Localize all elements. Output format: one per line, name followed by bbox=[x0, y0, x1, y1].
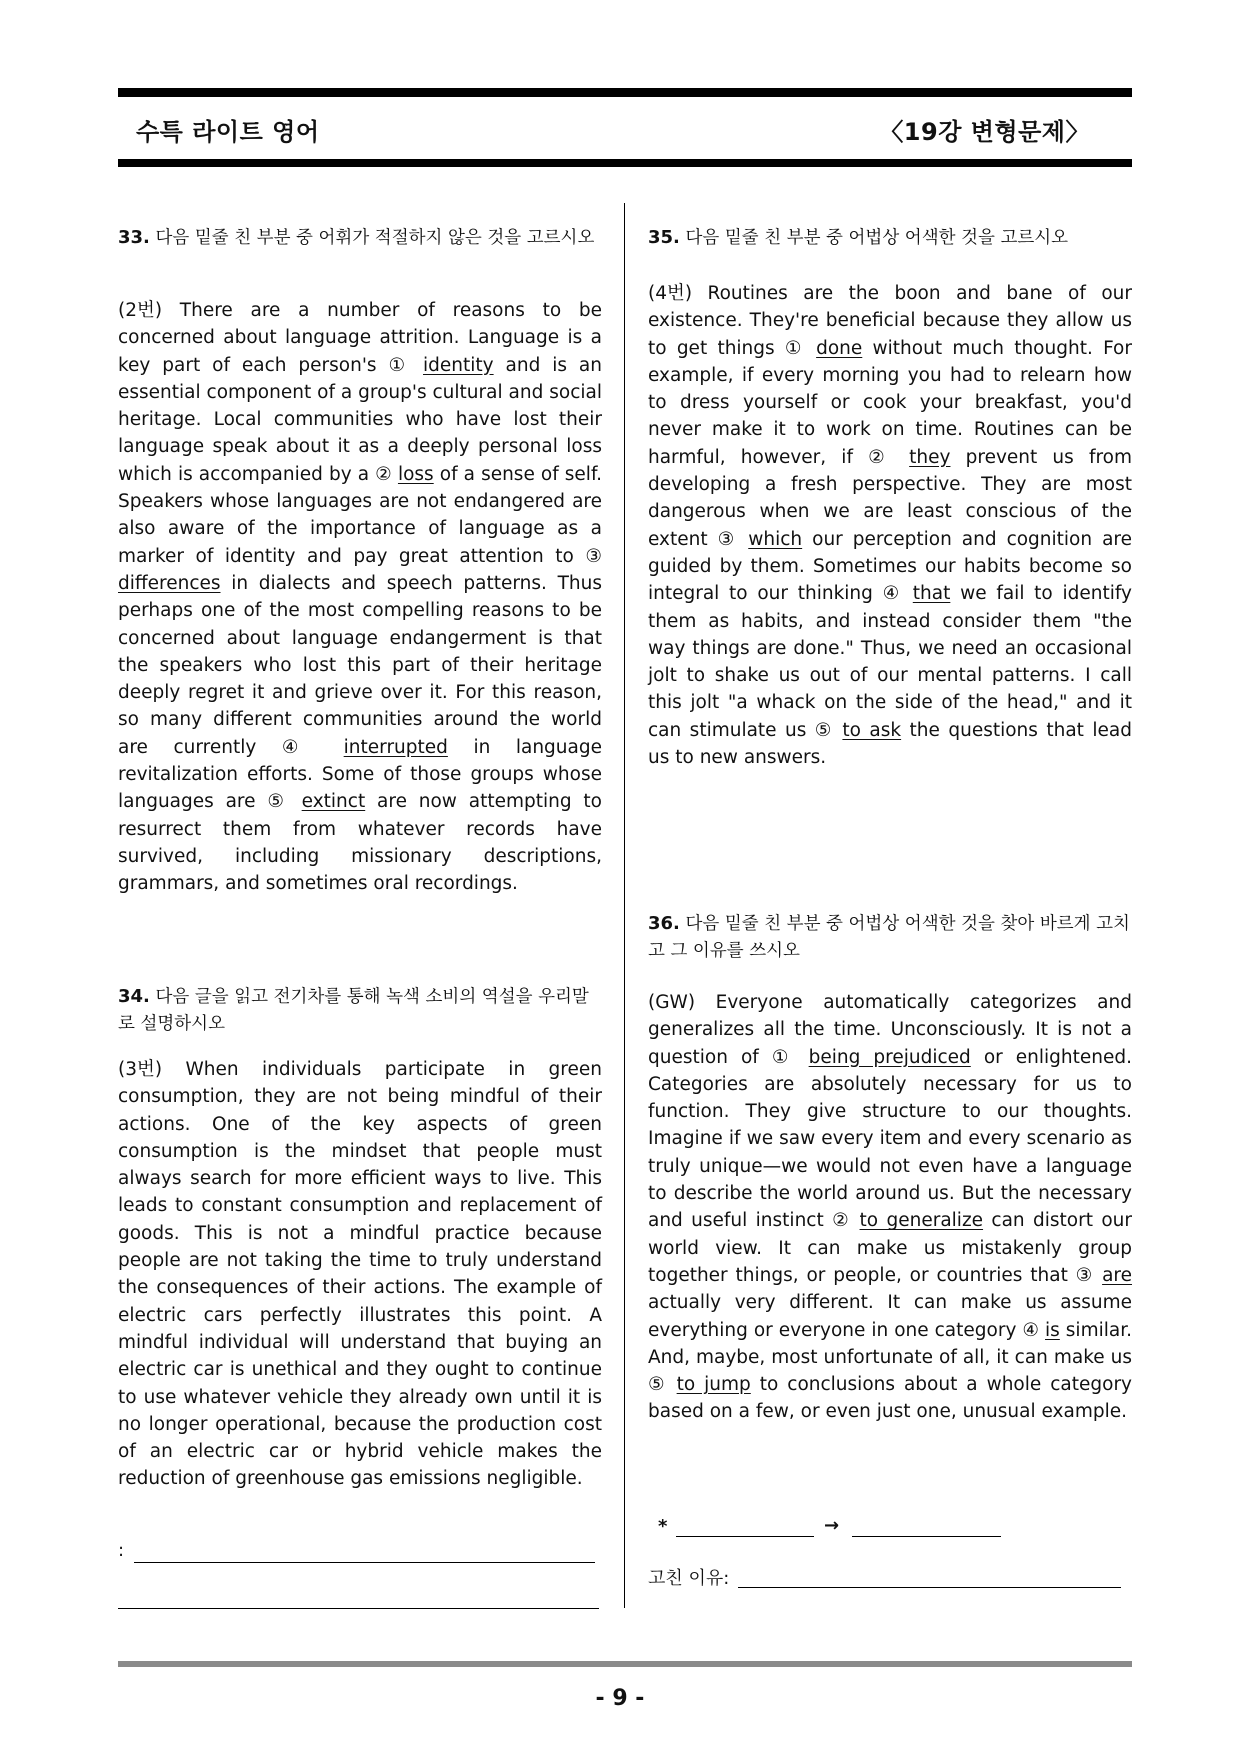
q35-underline-5: to ask bbox=[842, 719, 902, 741]
arrow-icon: → bbox=[824, 1515, 840, 1536]
footer-rule bbox=[118, 1661, 1132, 1667]
reason-answer-line[interactable] bbox=[738, 1587, 1121, 1588]
question-33-number: 33. bbox=[118, 227, 150, 248]
question-34-passage: (3번) When individuals participate in green consumption, they are not being mindful of their actions. One of the key aspects of green consumption is the mindset that people must always search for more efficient ways to live. This leads to constant consumption and replacement of goods. This is not a mindful practice because people are not taking the time to truly understand the consequences of their actions. The example of electric cars perfectly illustrates this point. A mindful individual will understand that buying an electric car is unethical and they ought to continue to use whatever vehicle they already own until it is no longer operational, because the production cost of an electric car or hybrid vehicle makes the reduction of greenhouse gas emissions negligible. bbox=[118, 1059, 602, 1490]
question-35-instruction: 다음 밑줄 친 부분 중 어법상 어색한 것을 고르시오 bbox=[685, 228, 1069, 248]
question-36-number: 36. bbox=[648, 913, 680, 934]
q33-underline-2: loss bbox=[397, 463, 434, 485]
q35-underline-4: that bbox=[912, 583, 951, 605]
q36-underline-3: are bbox=[1102, 1264, 1132, 1286]
question-33-instruction: 다음 밑줄 친 부분 중 어휘가 적절하지 않은 것을 고르시오 bbox=[155, 228, 595, 248]
q36-underline-2: to generalize bbox=[859, 1210, 984, 1232]
header-bottom-rule bbox=[118, 159, 1132, 167]
q35-underline-1: done bbox=[816, 337, 863, 359]
answer-line-1[interactable] bbox=[134, 1562, 595, 1563]
q33-underline-4: interrupted bbox=[343, 736, 448, 758]
q36-underline-4: is bbox=[1045, 1319, 1060, 1341]
q35-underline-3: which bbox=[748, 528, 803, 550]
star-marker: * bbox=[658, 1516, 668, 1537]
q36-underline-1: being prejudiced bbox=[808, 1046, 971, 1068]
column-divider bbox=[624, 203, 625, 1608]
question-33-passage: (2번) There are a number of reasons to be concerned about language attrition. Language is a key part of each person's ① identity and is an essential component of a group's cultural and social heritage. Local communities who have lost their language speak about it as a deeply personal loss which is accompanied by a ② loss of a sense of self. Speakers whose languages are not endangered are also aware of the importance of language as a marker of identity and pay great attention to ③ differences in dialects and speech patterns. Thus perhaps one of the most compelling reasons to be concerned about language endangerment is that the speakers who lost this part of their heritage deeply regret it and grieve over it. For this reason, so many different communities around the world are currently ④ interrupted in language revitalization efforts. Some of those groups whose languages are ⑤ extinct are now attempting to resurrect them from whatever records have survived, including missionary descriptions, grammars, and sometimes oral recordings. bbox=[118, 300, 602, 895]
lesson-title: 〈19강 변형문제〉 bbox=[879, 118, 1090, 146]
question-34-instruction: 다음 글을 읽고 전기차를 통해 녹색 소비의 역설을 우리말로 설명하시오 bbox=[118, 987, 589, 1034]
q33-underline-5: extinct bbox=[301, 791, 366, 813]
q33-underline-3: differences bbox=[118, 572, 221, 594]
question-35-title bbox=[648, 224, 1132, 252]
answer-line-2[interactable] bbox=[118, 1608, 599, 1609]
question-34-number: 34. bbox=[118, 986, 150, 1007]
book-title: 수특 라이트 영어 bbox=[136, 118, 320, 146]
question-36-title bbox=[648, 910, 1132, 965]
page-number: - 9 - bbox=[595, 1686, 645, 1711]
question-36-instruction: 다음 밑줄 친 부분 중 어법상 어색한 것을 찾아 바르게 고치고 그 이유를 쓰시오 bbox=[648, 914, 1130, 961]
question-36-passage: (GW) Everyone automatically categorizes and generalizes all the time. Unconsciously. It is not a question of ① being prejudiced or enlightened. Categories are absolutely necessary for us to function. They give structure to our thoughts. Imagine if we saw every item and every scenario as truly unique—we would not even have a language to describe the world around us. But the necessary and useful instinct ② to generalize can distort our world view. It can make us mistakenly group together things, or people, or countries that ③ are actually very different. It can make us assume everything or everyone in one category ④ is similar. And, maybe, most unfortunate of all, it can make us ⑤ to jump to conclusions about a whole category based on a few, or even just one, unusual example. bbox=[648, 992, 1133, 1423]
question-35-passage: (4번) Routines are the boon and bane of our existence. They're beneficial because they allow us to get things ① done without much thought. For example, if every morning you had to relearn how to dress yourself or cook your breakfast, you'd never make it to work on time. Routines can be harmful, however, if ② they prevent us from developing a fresh perspective. They are most dangerous when we are least conscious of the extent ③ which our perception and cognition are guided by them. Sometimes our habits become so integral to our thinking ④ that we fail to identify them as habits, and instead consider them "the way things are done." Thus, we need an occasional jolt to shake us out of our mental patterns. I call this jolt "a whack on the side of the head," and it can stimulate us ⑤ to ask the questions that lead us to new answers. bbox=[648, 283, 1132, 769]
question-34-title bbox=[118, 983, 602, 1038]
q36-underline-5: to jump bbox=[676, 1374, 751, 1396]
wrong-form-line[interactable] bbox=[676, 1536, 814, 1537]
q35-underline-2: they bbox=[909, 446, 951, 468]
correct-form-line[interactable] bbox=[852, 1536, 1001, 1537]
question-33-title bbox=[118, 224, 602, 252]
answer-prefix: : bbox=[118, 1540, 125, 1561]
q33-underline-1: identity bbox=[423, 354, 494, 376]
reason-label: 고친 이유: bbox=[648, 1568, 730, 1589]
question-35-number: 35. bbox=[648, 227, 680, 248]
header-top-rule bbox=[118, 88, 1132, 97]
